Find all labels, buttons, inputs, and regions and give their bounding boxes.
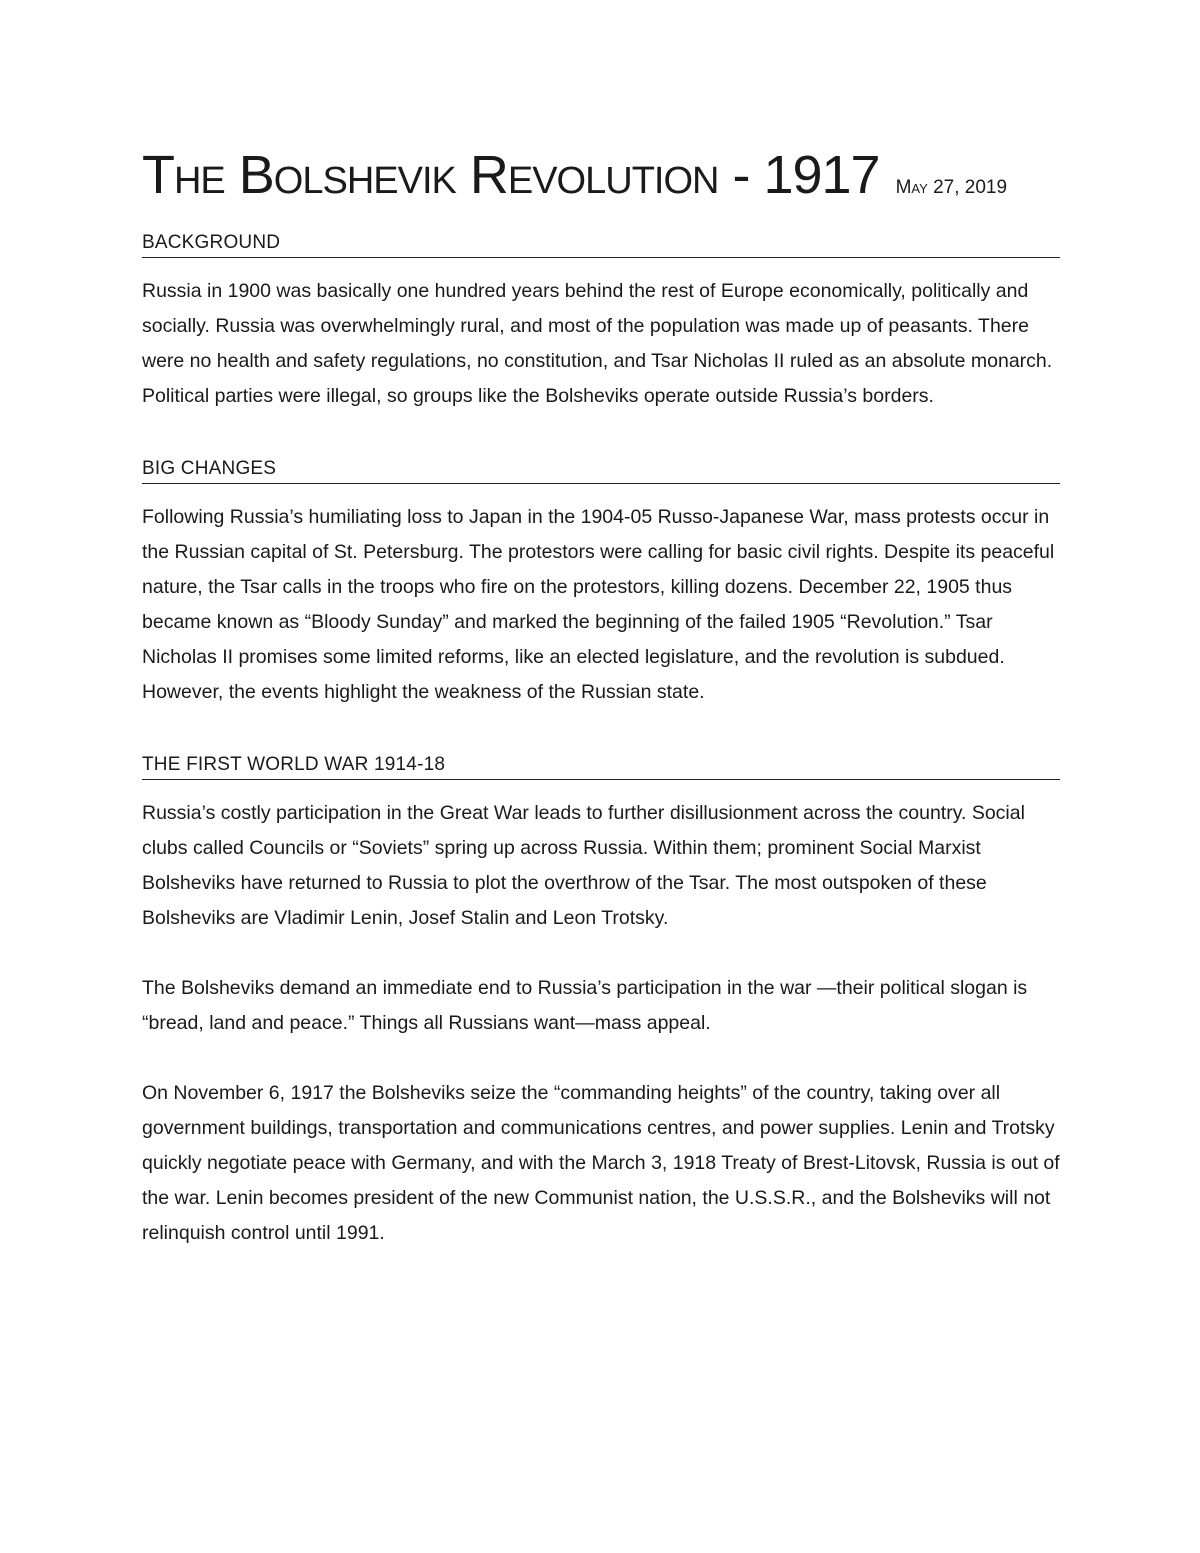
- section-paragraph: The Bolsheviks demand an immediate end to Russia’s participation in the war —their political slogan is “bread, land and peace.” Things all Russians want—mass appeal.: [142, 977, 1028, 1034]
- document-date: May 27, 2019: [895, 177, 1008, 198]
- section-heading: BACKGROUND: [142, 232, 1060, 258]
- section-first-world-war: [142, 754, 1060, 1251]
- section-paragraph: Russia in 1900 was basically one hundred years behind the rest of Europe economically, politically and socially. Russia was overwhelmingly rural, and most of the population was made up of peasants. There were no health and safety regulations, no constitution, and Tsar Nicholas II ruled as an absolute monarch. Political parties were illegal, so groups like the Bolsheviks operate outside Russia’s borders.: [142, 280, 1053, 407]
- section-heading: BIG CHANGES: [142, 458, 1060, 484]
- section-background: [142, 232, 1060, 414]
- document-title: The Bolshevik Revolution - 1917: [142, 145, 880, 205]
- section-paragraph: Russia’s costly participation in the Great War leads to further disillusionment across the country. Social clubs called Councils or “Soviets” spring up across Russia. Within them; prominent Social Marxist Bolsheviks have returned to Russia to plot the overthrow of the Tsar. The most outspoken of these Bolsheviks are Vladimir Lenin, Josef Stalin and Leon Trotsky.: [142, 802, 1025, 929]
- section-big-changes: [142, 458, 1060, 710]
- section-paragraph: On November 6, 1917 the Bolsheviks seize the “commanding heights” of the country, taking over all government buildings, transportation and communications centres, and power supplies. Lenin and Trotsky quickly negotiate peace with Germany, and with the March 3, 1918 Treaty of Brest-Litovsk, Russia is out of the war. Lenin becomes president of the new Communist nation, the U.S.S.R., and the Bolsheviks will not relinquish control until 1991.: [142, 1082, 1060, 1244]
- title-row: [142, 145, 1060, 205]
- section-heading: THE FIRST WORLD WAR 1914-18: [142, 754, 1060, 780]
- section-paragraph: Following Russia’s humiliating loss to Japan in the 1904-05 Russo-Japanese War, mass protests occur in the Russian capital of St. Petersburg. The protestors were calling for basic civil rights. Despite its peaceful nature, the Tsar calls in the troops who fire on the protestors, killing dozens. December 22, 1905 thus became known as “Bloody Sunday” and marked the beginning of the failed 1905 “Revolution.” Tsar Nicholas II promises some limited reforms, like an elected legislature, and the revolution is subdued. However, the events highlight the weakness of the Russian state.: [142, 506, 1055, 703]
